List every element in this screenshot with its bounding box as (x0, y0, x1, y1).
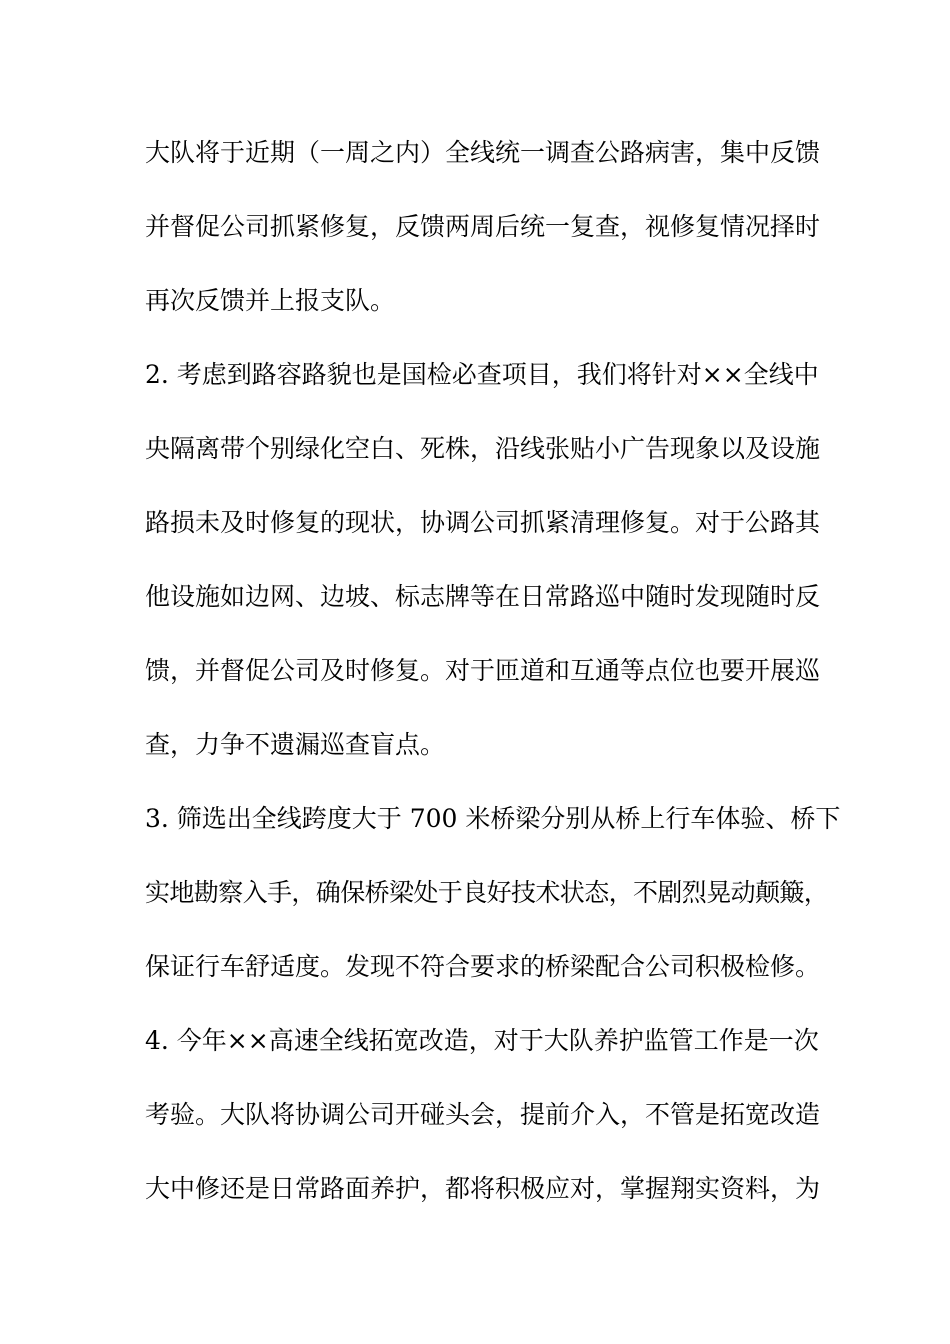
text-line: 查，力争不遗漏巡查盲点。 (145, 730, 446, 759)
text-line: 保证行车舒适度。发现不符合要求的桥梁配合公司积极检修。 (145, 952, 821, 981)
text-line: 再次反馈并上报支队。 (145, 286, 396, 315)
text-line: 路损未及时修复的现状，协调公司抓紧清理修复。对于公路其 (145, 508, 821, 537)
text-line: 他设施如边网、边坡、标志牌等在日常路巡中随时发现随时反 (145, 582, 821, 611)
text-line: 馈，并督促公司及时修复。对于匝道和互通等点位也要开展巡 (145, 656, 821, 685)
text-line: 大中修还是日常路面养护，都将积极应对，掌握翔实资料，为 (145, 1174, 821, 1203)
text-line: 并督促公司抓紧修复，反馈两周后统一复查，视修复情况择时 (145, 212, 821, 241)
text-line: 央隔离带个别绿化空白、死株，沿线张贴小广告现象以及设施 (145, 434, 821, 463)
text-line: 实地勘察入手，确保桥梁处于良好技术状态，不剧烈晃动颠簸， (145, 878, 829, 907)
document-body (145, 131, 841, 1241)
text-line: 2. 考虑到路容路貌也是国检必查项目，我们将针对××全线中 (145, 360, 819, 389)
text-line: 3. 筛选出全线跨度大于 700 米桥梁分别从桥上行车体验、桥下 (145, 804, 841, 833)
text-line: 考验。大队将协调公司开碰头会，提前介入，不管是拓宽改造 (145, 1100, 821, 1129)
text-line: 大队将于近期（一周之内）全线统一调查公路病害，集中反馈 (145, 138, 821, 167)
text-line: 4. 今年××高速全线拓宽改造，对于大队养护监管工作是一次 (145, 1026, 819, 1055)
